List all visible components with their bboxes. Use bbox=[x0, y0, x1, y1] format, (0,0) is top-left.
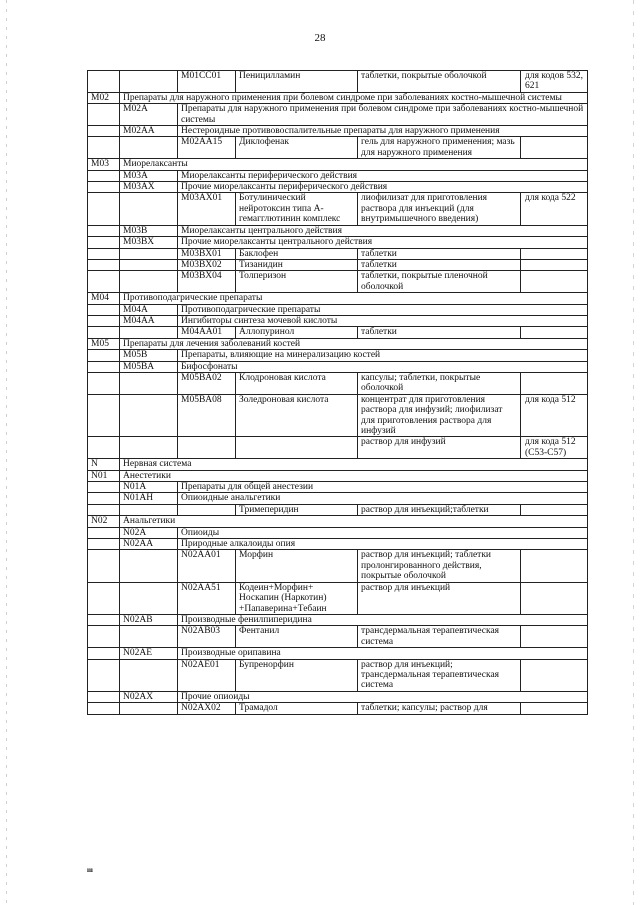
subgroup-code-cell: M04A bbox=[120, 304, 178, 315]
atc-code-cell: N02AX02 bbox=[178, 703, 236, 714]
drug-name-cell: Баклофен bbox=[236, 248, 358, 259]
group-code-cell bbox=[88, 437, 120, 459]
subgroup-code-cell: M02AA bbox=[120, 126, 178, 137]
drug-name-cell: Клодроновая кислота bbox=[236, 372, 358, 394]
drug-row bbox=[88, 271, 588, 293]
subgroup-row bbox=[88, 648, 588, 659]
scan-edge-left bbox=[6, 0, 7, 905]
drug-row bbox=[88, 259, 588, 270]
subgroup-code-cell: M02A bbox=[120, 104, 178, 126]
dosage-form-cell: раствор для инъекций; трансдермальная терапевтическая система bbox=[358, 659, 521, 691]
dosage-form-cell: трансдермальная терапевтическая система bbox=[358, 626, 521, 648]
table-body bbox=[88, 71, 588, 715]
subgroup-title-cell: Миорелаксанты центрального действия bbox=[178, 225, 588, 236]
subgroup-code-cell bbox=[120, 659, 178, 691]
dosage-form-cell: таблетки bbox=[358, 259, 521, 270]
group-row bbox=[88, 470, 588, 481]
dosage-form-cell: раствор для инъекций;таблетки bbox=[358, 504, 521, 515]
drug-row bbox=[88, 71, 588, 93]
group-code-cell bbox=[88, 659, 120, 691]
dosage-form-cell: гель для наружного применения; мазь для наружного применения bbox=[358, 137, 521, 159]
subgroup-row bbox=[88, 237, 588, 248]
page-number: 28 bbox=[314, 32, 326, 44]
subgroup-code-cell: M03BX bbox=[120, 237, 178, 248]
group-row bbox=[88, 459, 588, 470]
subgroup-row bbox=[88, 361, 588, 372]
group-code-cell bbox=[88, 504, 120, 515]
subgroup-row bbox=[88, 304, 588, 315]
subgroup-code-cell bbox=[120, 327, 178, 338]
group-code-cell bbox=[88, 193, 120, 225]
subgroup-code-cell: M03AX bbox=[120, 182, 178, 193]
group-code-cell bbox=[88, 259, 120, 270]
atc-code-cell bbox=[178, 437, 236, 459]
drug-name-cell: Пеницилламин bbox=[236, 71, 358, 93]
atc-code-cell: N02AB03 bbox=[178, 626, 236, 648]
note-cell bbox=[521, 248, 588, 259]
dosage-form-cell: таблетки; капсулы; раствор для bbox=[358, 703, 521, 714]
dosage-form-cell: раствор для инъекций; таблетки пролонгированного действия, покрытые оболочкой bbox=[358, 550, 521, 582]
group-code-cell: M02 bbox=[88, 92, 120, 103]
scan-edge-right bbox=[633, 0, 634, 905]
group-code-cell bbox=[88, 648, 120, 659]
atc-code-cell: M04AA01 bbox=[178, 327, 236, 338]
atc-code-cell bbox=[178, 504, 236, 515]
subgroup-title-cell: Прочие миорелаксанты центрального действия bbox=[178, 237, 588, 248]
group-code-cell: M03 bbox=[88, 159, 120, 170]
subgroup-row bbox=[88, 126, 588, 137]
group-code-cell bbox=[88, 626, 120, 648]
subgroup-row bbox=[88, 614, 588, 625]
drug-list-table bbox=[87, 70, 588, 715]
subgroup-code-cell bbox=[120, 259, 178, 270]
subgroup-code-cell bbox=[120, 437, 178, 459]
drug-row bbox=[88, 137, 588, 159]
subgroup-title-cell: Природные алкалоиды опия bbox=[178, 539, 588, 550]
subgroup-code-cell: M04AA bbox=[120, 315, 178, 326]
subgroup-title-cell: Опиоиды bbox=[178, 527, 588, 538]
atc-code-cell: M03BX02 bbox=[178, 259, 236, 270]
drug-name-cell: Тримеперидин bbox=[236, 504, 358, 515]
group-code-cell bbox=[88, 372, 120, 394]
subgroup-code-cell: M05B bbox=[120, 350, 178, 361]
group-code-cell: N02 bbox=[88, 516, 120, 527]
subgroup-row bbox=[88, 104, 588, 126]
dosage-form-cell: таблетки, покрытые пленочной оболочкой bbox=[358, 271, 521, 293]
note-cell bbox=[521, 703, 588, 714]
drug-row bbox=[88, 327, 588, 338]
subgroup-row bbox=[88, 170, 588, 181]
note-cell bbox=[521, 259, 588, 270]
group-code-cell bbox=[88, 315, 120, 326]
subgroup-code-cell: N02A bbox=[120, 527, 178, 538]
subgroup-code-cell bbox=[120, 703, 178, 714]
subgroup-title-cell: Миорелаксанты периферического действия bbox=[178, 170, 588, 181]
dosage-form-cell: раствор для инъекций bbox=[358, 582, 521, 614]
subgroup-title-cell: Препараты, влияющие на минерализацию костей bbox=[178, 350, 588, 361]
group-code-cell bbox=[88, 361, 120, 372]
group-code-cell: N01 bbox=[88, 470, 120, 481]
drug-row bbox=[88, 394, 588, 437]
drug-name-cell: Кодеин+Морфин+ Носкапин (Наркотин) +Папаверина+Тебаин bbox=[236, 582, 358, 614]
drug-row bbox=[88, 504, 588, 515]
subgroup-code-cell: N02AE bbox=[120, 648, 178, 659]
subgroup-title-cell: Опиоидные анальгетики bbox=[178, 493, 588, 504]
subgroup-code-cell: N02AA bbox=[120, 539, 178, 550]
atc-code-cell: M05BA02 bbox=[178, 372, 236, 394]
group-code-cell bbox=[88, 237, 120, 248]
note-cell bbox=[521, 327, 588, 338]
subgroup-code-cell bbox=[120, 394, 178, 437]
drug-name-cell: Трамадол bbox=[236, 703, 358, 714]
note-cell: для кода 522 bbox=[521, 193, 588, 225]
subgroup-title-cell: Производные фенилпиперидина bbox=[178, 614, 588, 625]
drug-row bbox=[88, 193, 588, 225]
group-row bbox=[88, 159, 588, 170]
group-code-cell: N bbox=[88, 459, 120, 470]
group-row bbox=[88, 338, 588, 349]
atc-code-cell: M03BX04 bbox=[178, 271, 236, 293]
subgroup-row bbox=[88, 182, 588, 193]
group-code-cell: M05 bbox=[88, 338, 120, 349]
group-title-cell: Препараты для лечения заболеваний костей bbox=[120, 338, 588, 349]
dosage-form-cell: раствор для инфузий bbox=[358, 437, 521, 459]
group-code-cell bbox=[88, 614, 120, 625]
drug-name-cell: Диклофенак bbox=[236, 137, 358, 159]
subgroup-code-cell bbox=[120, 137, 178, 159]
dosage-form-cell: таблетки bbox=[358, 327, 521, 338]
subgroup-title-cell: Препараты для наружного применения при болевом синдроме при заболеваниях костно-мышечной системы bbox=[178, 104, 588, 126]
drug-name-cell: Тизанидин bbox=[236, 259, 358, 270]
group-code-cell bbox=[88, 527, 120, 538]
group-row bbox=[88, 516, 588, 527]
subgroup-row bbox=[88, 315, 588, 326]
subgroup-title-cell: Препараты для общей анестезии bbox=[178, 482, 588, 493]
drug-row bbox=[88, 582, 588, 614]
drug-name-cell bbox=[236, 437, 358, 459]
note-cell bbox=[521, 137, 588, 159]
group-title-cell: Анестетики bbox=[120, 470, 588, 481]
drug-row bbox=[88, 437, 588, 459]
group-code-cell bbox=[88, 225, 120, 236]
note-cell bbox=[521, 582, 588, 614]
group-code-cell bbox=[88, 394, 120, 437]
subgroup-title-cell: Бифосфонаты bbox=[178, 361, 588, 372]
note-cell bbox=[521, 271, 588, 293]
drug-name-cell: Бупренорфин bbox=[236, 659, 358, 691]
group-code-cell bbox=[88, 304, 120, 315]
drug-row bbox=[88, 703, 588, 714]
note-cell bbox=[521, 659, 588, 691]
subgroup-code-cell: N02AX bbox=[120, 691, 178, 702]
drug-name-cell: Фентанил bbox=[236, 626, 358, 648]
group-code-cell bbox=[88, 703, 120, 714]
subgroup-code-cell bbox=[120, 193, 178, 225]
subgroup-code-cell bbox=[120, 271, 178, 293]
subgroup-row bbox=[88, 350, 588, 361]
subgroup-title-cell: Производные орипавина bbox=[178, 648, 588, 659]
group-row bbox=[88, 92, 588, 103]
group-title-cell: Препараты для наружного применения при болевом синдроме при заболеваниях костно-мышечной системы bbox=[120, 92, 588, 103]
subgroup-title-cell: Прочие миорелаксанты периферического действия bbox=[178, 182, 588, 193]
drug-row bbox=[88, 248, 588, 259]
atc-code-cell: M03AX01 bbox=[178, 193, 236, 225]
drug-name-cell: Толперизон bbox=[236, 271, 358, 293]
note-cell: для кода 512 (С53-С57) bbox=[521, 437, 588, 459]
subgroup-code-cell: M05BA bbox=[120, 361, 178, 372]
group-code-cell bbox=[88, 271, 120, 293]
subgroup-code-cell bbox=[120, 71, 178, 93]
drug-row bbox=[88, 550, 588, 582]
group-code-cell bbox=[88, 539, 120, 550]
subgroup-code-cell bbox=[120, 550, 178, 582]
group-code-cell bbox=[88, 493, 120, 504]
subgroup-code-cell bbox=[120, 582, 178, 614]
atc-code-cell: N02AE01 bbox=[178, 659, 236, 691]
drug-name-cell: Аллопуринол bbox=[236, 327, 358, 338]
drug-row bbox=[88, 659, 588, 691]
subgroup-row bbox=[88, 691, 588, 702]
subgroup-row bbox=[88, 493, 588, 504]
subgroup-code-cell: M03A bbox=[120, 170, 178, 181]
group-code-cell bbox=[88, 248, 120, 259]
group-title-cell: Анальгетики bbox=[120, 516, 588, 527]
group-code-cell bbox=[88, 104, 120, 126]
dosage-form-cell: таблетки, покрытые оболочкой bbox=[358, 71, 521, 93]
subgroup-code-cell bbox=[120, 626, 178, 648]
drug-name-cell: Ботулинический нейротоксин типа А-гемагглютинин комплекс bbox=[236, 193, 358, 225]
drug-name-cell: Золедроновая кислота bbox=[236, 394, 358, 437]
subgroup-code-cell bbox=[120, 504, 178, 515]
note-cell: для кода 512 bbox=[521, 394, 588, 437]
subgroup-row bbox=[88, 539, 588, 550]
drug-row bbox=[88, 626, 588, 648]
group-code-cell bbox=[88, 170, 120, 181]
note-cell: для кодов 532, 621 bbox=[521, 71, 588, 93]
group-code-cell bbox=[88, 691, 120, 702]
note-cell bbox=[521, 626, 588, 648]
group-code-cell bbox=[88, 582, 120, 614]
subgroup-title-cell: Прочие опиоиды bbox=[178, 691, 588, 702]
atc-code-cell: N02AA51 bbox=[178, 582, 236, 614]
subgroup-code-cell bbox=[120, 248, 178, 259]
group-code-cell bbox=[88, 126, 120, 137]
dosage-form-cell: концентрат для приготовления раствора для инфузий; лиофилизат для приготовления раствора для инфузий bbox=[358, 394, 521, 437]
note-cell bbox=[521, 504, 588, 515]
group-code-cell bbox=[88, 71, 120, 93]
subgroup-row bbox=[88, 527, 588, 538]
subgroup-code-cell: N01A bbox=[120, 482, 178, 493]
subgroup-code-cell bbox=[120, 372, 178, 394]
subgroup-row bbox=[88, 225, 588, 236]
drug-name-cell: Морфин bbox=[236, 550, 358, 582]
group-code-cell bbox=[88, 350, 120, 361]
subgroup-code-cell: N02AB bbox=[120, 614, 178, 625]
subgroup-code-cell: M03B bbox=[120, 225, 178, 236]
subgroup-row bbox=[88, 482, 588, 493]
group-code-cell bbox=[88, 182, 120, 193]
subgroup-title-cell: Противоподагрические препараты bbox=[178, 304, 588, 315]
dosage-form-cell: капсулы; таблетки, покрытые оболочкой bbox=[358, 372, 521, 394]
group-code-cell: M04 bbox=[88, 293, 120, 304]
subgroup-title-cell: Ингибиторы синтеза мочевой кислоты bbox=[178, 315, 588, 326]
group-code-cell bbox=[88, 550, 120, 582]
atc-code-cell: N02AA01 bbox=[178, 550, 236, 582]
group-code-cell bbox=[88, 137, 120, 159]
group-code-cell bbox=[88, 327, 120, 338]
atc-code-cell: M02AA15 bbox=[178, 137, 236, 159]
group-code-cell bbox=[88, 482, 120, 493]
atc-code-cell: M03BX01 bbox=[178, 248, 236, 259]
dosage-form-cell: лиофилизат для приготовления раствора для инъекций (для внутримышечного введения) bbox=[358, 193, 521, 225]
note-cell bbox=[521, 372, 588, 394]
atc-code-cell: M01CC01 bbox=[178, 71, 236, 93]
footer-mark: ııı bbox=[87, 866, 93, 874]
group-row bbox=[88, 293, 588, 304]
dosage-form-cell: таблетки bbox=[358, 248, 521, 259]
group-title-cell: Миорелаксанты bbox=[120, 159, 588, 170]
drug-row bbox=[88, 372, 588, 394]
atc-code-cell: M05BA08 bbox=[178, 394, 236, 437]
note-cell bbox=[521, 550, 588, 582]
group-title-cell: Нервная система bbox=[120, 459, 588, 470]
group-title-cell: Противоподагрические препараты bbox=[120, 293, 588, 304]
subgroup-title-cell: Нестероидные противовоспалительные препараты для наружного применения bbox=[178, 126, 588, 137]
subgroup-code-cell: N01AH bbox=[120, 493, 178, 504]
